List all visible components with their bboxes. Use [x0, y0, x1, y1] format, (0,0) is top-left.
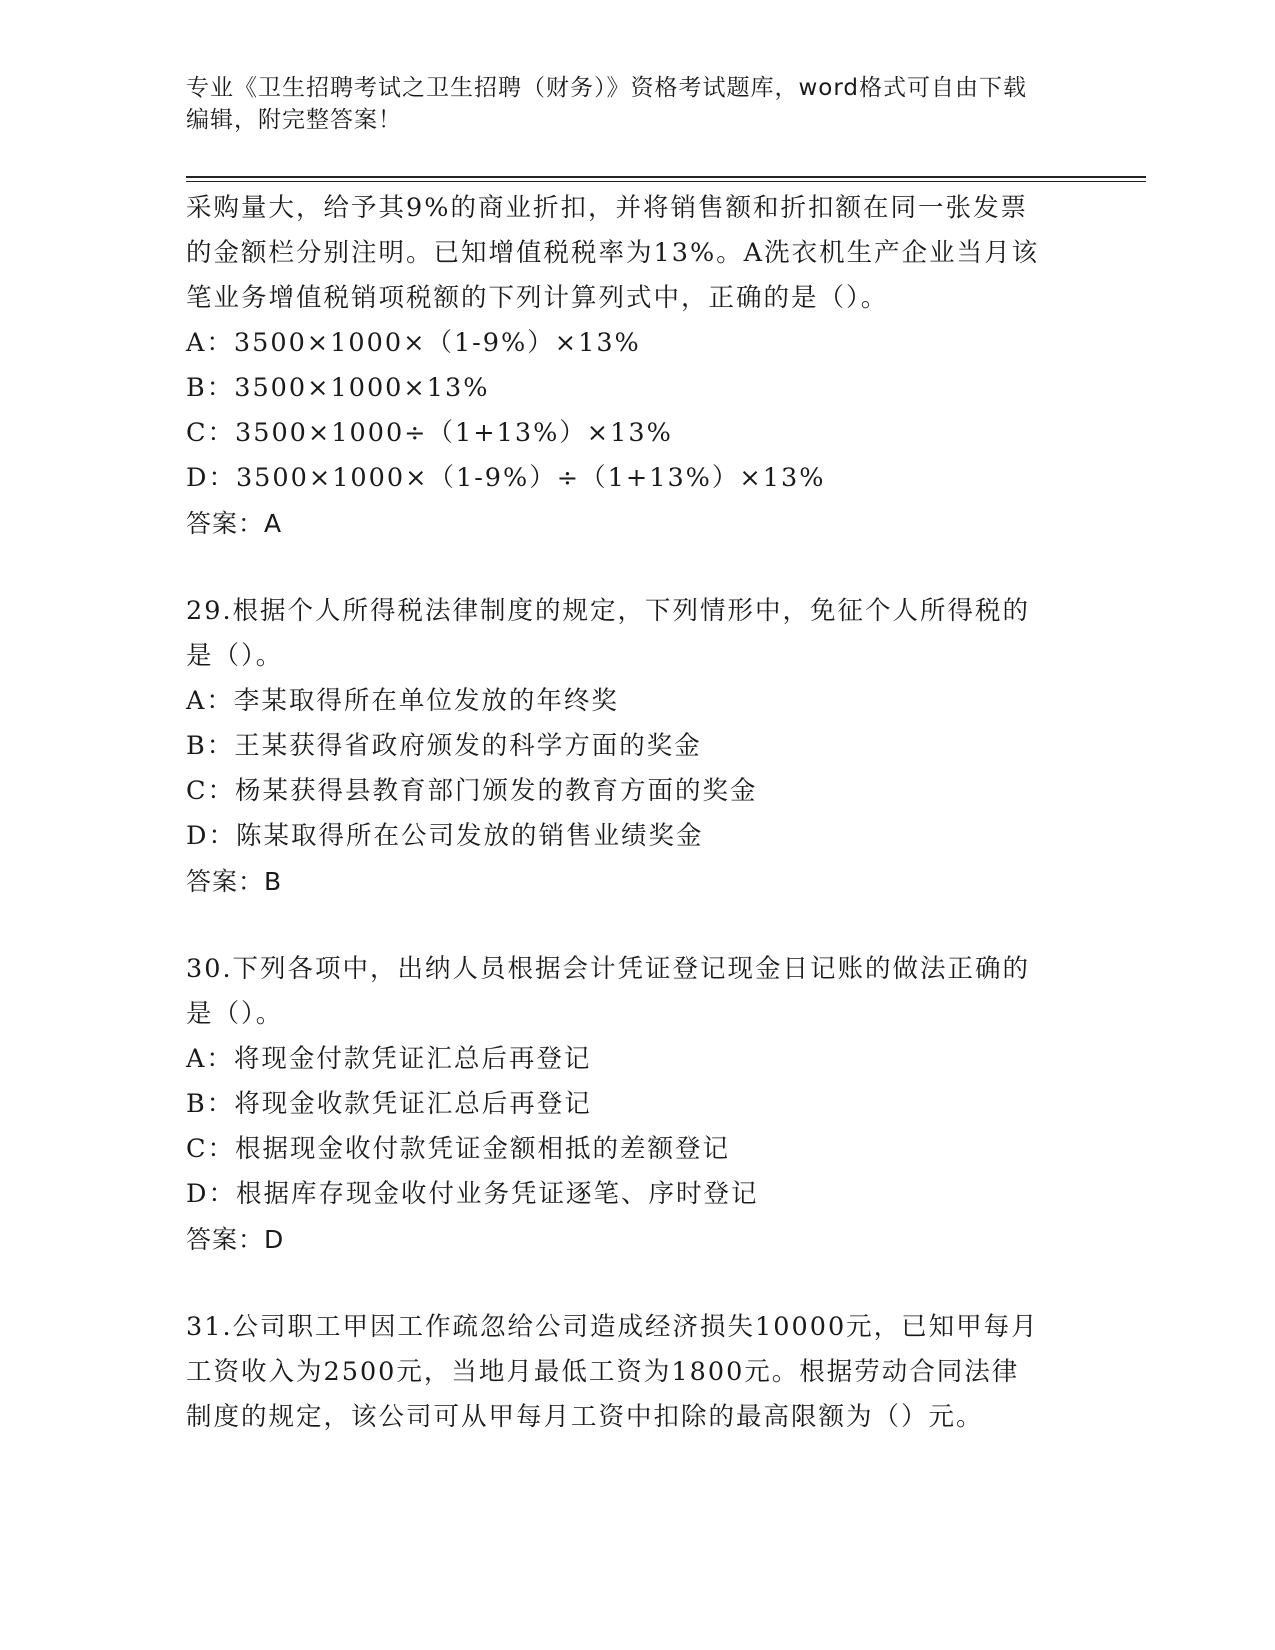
question-stem-line: 30.下列各项中，出纳人员根据会计凭证登记现金日记账的做法正确的 — [186, 954, 1031, 984]
question-stem-line: 工资收入为2500元，当地月最低工资为1800元。根据劳动合同法律 — [186, 1357, 1020, 1387]
option-b: B：王某获得省政府颁发的科学方面的奖金 — [186, 731, 702, 761]
question-stem-line: 31.公司职工甲因工作疏忽给公司造成经济损失10000元，已知甲每月 — [186, 1312, 1039, 1342]
option-a: A：将现金付款凭证汇总后再登记 — [186, 1044, 592, 1074]
page-header — [186, 72, 1066, 136]
option-b: B：3500×1000×13% — [186, 373, 490, 403]
question-29 — [186, 589, 1086, 904]
spacer — [186, 1262, 1086, 1305]
question-stem-line: 29.根据个人所得税法律制度的规定，下列情形中，免征个人所得税的 — [186, 596, 1031, 626]
option-a: A：3500×1000×（1-9%）×13% — [186, 328, 641, 358]
question-31 — [186, 1305, 1086, 1440]
option-d: D：根据库存现金收付业务凭证逐笔、序时登记 — [186, 1179, 759, 1209]
option-d: D：陈某取得所在公司发放的销售业绩奖金 — [186, 821, 704, 851]
question-list — [186, 186, 1086, 1440]
question-30 — [186, 947, 1086, 1262]
answer-label: 答案：B — [186, 867, 283, 896]
header-title-line-2: 编辑，附完整答案！ — [186, 107, 402, 133]
question-stem-line: 笔业务增值税销项税额的下列计算列式中，正确的是（）。 — [186, 283, 889, 313]
header-divider — [186, 176, 1146, 182]
question-stem-line: 是（）。 — [186, 641, 284, 671]
option-d: D：3500×1000×（1-9%）÷（1+13%）×13% — [186, 463, 826, 493]
spacer — [186, 904, 1086, 947]
question-stem-line: 是（）。 — [186, 999, 284, 1029]
option-c: C：杨某获得县教育部门颁发的教育方面的奖金 — [186, 776, 758, 806]
answer-label: 答案：A — [186, 509, 283, 538]
option-c: C：3500×1000÷（1+13%）×13% — [186, 418, 673, 448]
spacer — [186, 546, 1086, 589]
question-stem-line: 制度的规定，该公司可从甲每月工资中扣除的最高限额为（）元。 — [186, 1402, 984, 1432]
option-a: A：李某取得所在单位发放的年终奖 — [186, 686, 619, 716]
answer-label: 答案：D — [186, 1225, 285, 1254]
option-b: B：将现金收款凭证汇总后再登记 — [186, 1089, 592, 1119]
header-title-line-1: 专业《卫生招聘考试之卫生招聘（财务）》资格考试题库，word格式可自由下载 — [186, 75, 1028, 101]
question-stem-line: 的金额栏分别注明。已知增值税税率为13%。A洗衣机生产企业当月该 — [186, 238, 1040, 268]
option-c: C：根据现金收付款凭证金额相抵的差额登记 — [186, 1134, 731, 1164]
question-stem-line: 采购量大，给予其9%的商业折扣，并将销售额和折扣额在同一张发票 — [186, 193, 1028, 223]
question-28 — [186, 186, 1086, 546]
